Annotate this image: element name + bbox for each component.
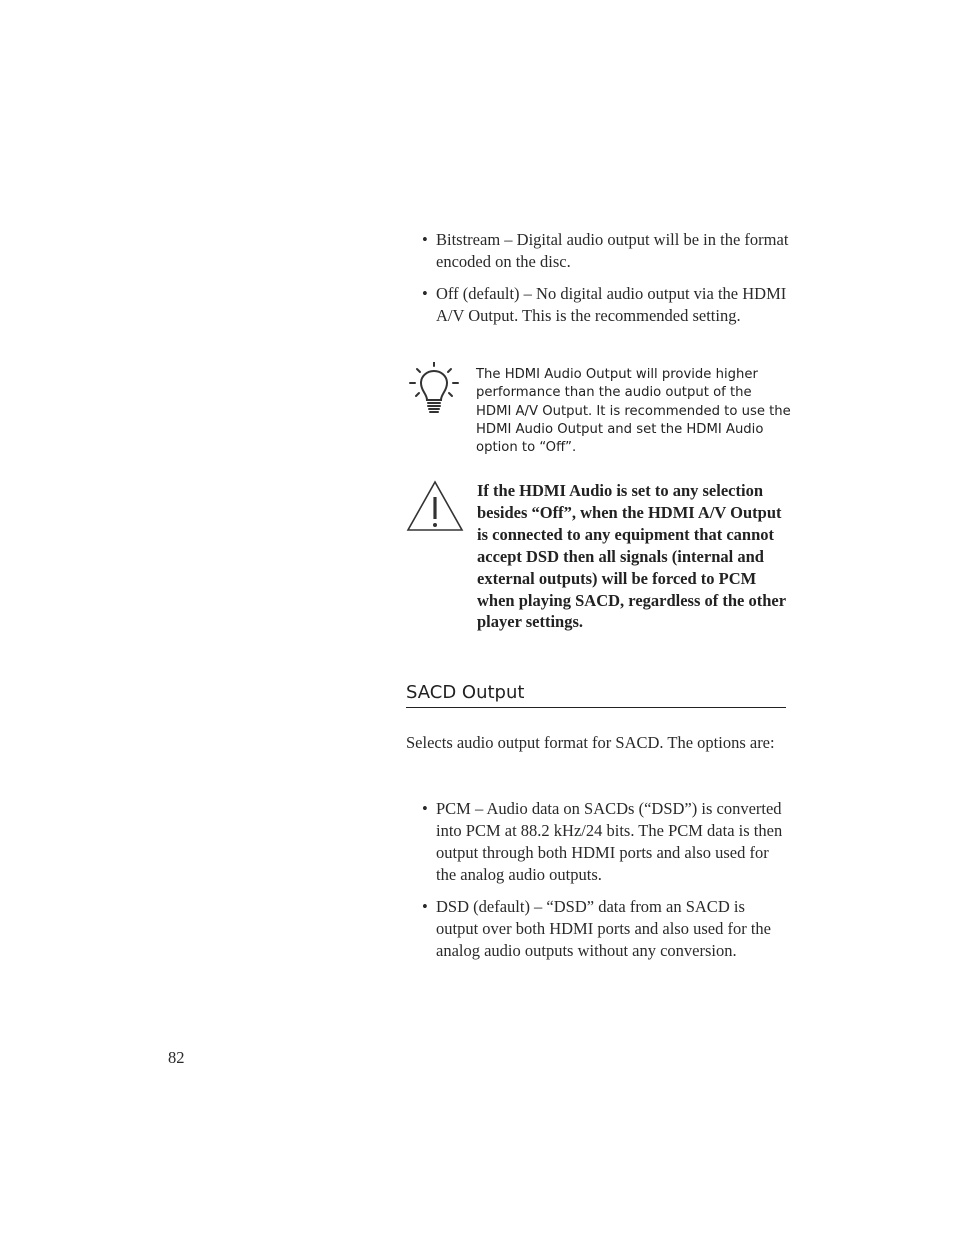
- bullet-text: DSD (default) – “DSD” data from an SACD is output over both HDMI ports and also used for the analog audio outputs without any conversion.: [436, 897, 771, 960]
- list-item: [420, 896, 790, 962]
- bullet-text: Off (default) – No digital audio output via the HDMI A/V Output. This is the recommended setting.: [436, 284, 787, 325]
- section-intro: Selects audio output format for SACD. The options are:: [406, 733, 775, 752]
- list-item: [420, 283, 790, 327]
- warning-triangle-icon: [406, 480, 464, 532]
- section-heading: SACD Output: [406, 680, 786, 708]
- bullet-dot: •: [422, 799, 428, 818]
- list-item: [420, 798, 790, 886]
- lightbulb-icon: [408, 362, 460, 418]
- tip-note: The HDMI Audio Output will provide higher performance than the audio output of the HDMI A/V Output. It is recommended to use the HDMI Audio Output and set the HDMI Audio option to “Off”.: [476, 367, 791, 456]
- bullet-dot: •: [422, 230, 428, 249]
- bullet-text: PCM – Audio data on SACDs (“DSD”) is converted into PCM at 88.2 kHz/24 bits. The PCM data is then output through both HDMI ports and also used for the analog audio outputs.: [436, 799, 783, 884]
- sacd-option-list: [420, 798, 790, 972]
- list-item: [420, 229, 790, 273]
- page-number: 82: [168, 1048, 185, 1067]
- bullet-dot: •: [422, 284, 428, 303]
- bullet-text: Bitstream – Digital audio output will be in the format encoded on the disc.: [436, 230, 789, 271]
- warning-note: If the HDMI Audio is set to any selection besides “Off”, when the HDMI A/V Output is connected to any equipment that cannot accept DSD then all signals (internal and external outputs) will be forced to PCM when playing SACD, regardless of the other player settings.: [477, 481, 786, 632]
- bullet-dot: •: [422, 897, 428, 916]
- top-bullet-list: [420, 229, 790, 337]
